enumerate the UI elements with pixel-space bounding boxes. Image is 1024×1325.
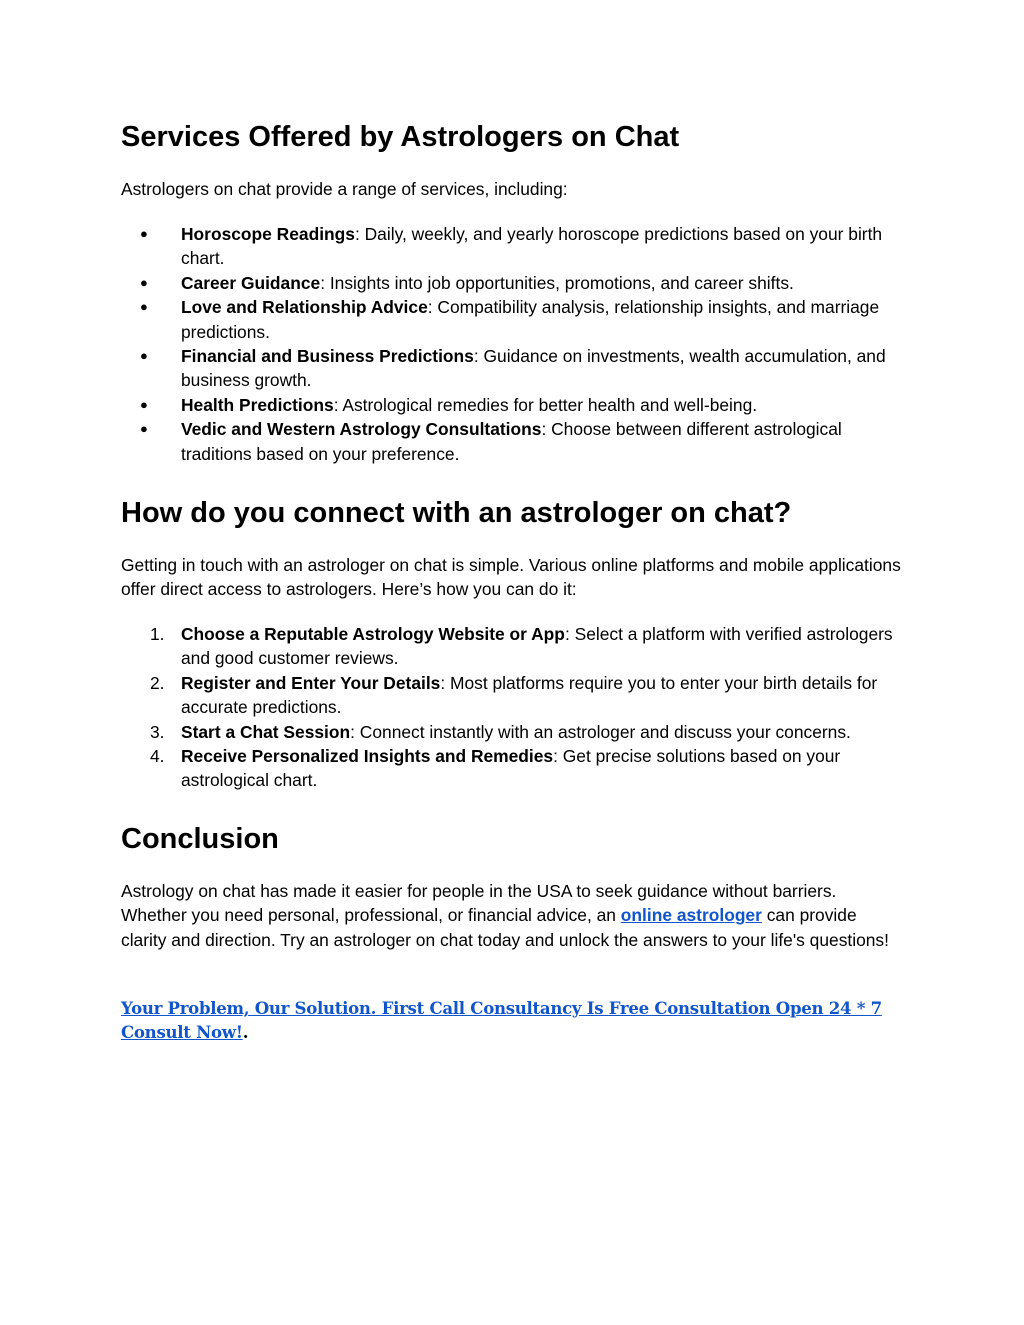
conclusion-text-after: can provide clarity and direction. Try an astrologer on chat today and unlock the answers to your life's questions! — [121, 905, 889, 950]
connect-intro: Getting in touch with an astrologer on chat is simple. Various online platforms and mobile applications offer direct access to astrologers. Here’s how you can do it: — [121, 555, 901, 600]
list-item-term: Love and Relationship Advice — [181, 297, 428, 318]
list-item — [121, 744, 906, 793]
consult-now-link[interactable]: Your Problem, Our Solution. First Call Consultancy Is Free Consultation Open 24 * 7 Consult Now! — [121, 998, 882, 1043]
list-item-term: Register and Enter Your Details — [181, 672, 441, 693]
list-item-term: Career Guidance — [181, 272, 321, 293]
connect-steps-list — [121, 622, 906, 793]
list-item-term: Horoscope Readings — [181, 224, 355, 244]
services-list — [121, 222, 906, 466]
bullet-icon: ● — [140, 348, 148, 364]
list-item-term: Financial and Business Predictions — [181, 346, 474, 367]
list-item-term: Vedic and Western Astrology Consultations — [181, 419, 542, 440]
bullet-icon: ● — [140, 226, 148, 241]
list-item — [121, 271, 906, 295]
list-number: 3. — [150, 721, 165, 742]
list-number: 1. — [150, 624, 165, 644]
list-item — [121, 295, 906, 344]
online-astrologer-link[interactable]: online astrologer — [620, 905, 762, 926]
bullet-icon: ● — [140, 396, 148, 412]
list-item — [121, 622, 906, 671]
cta-period: . — [242, 1022, 249, 1043]
list-item-desc: : Compatibility analysis, relationship insights, and marriage predictions. — [181, 297, 880, 342]
conclusion-paragraph — [121, 879, 906, 952]
list-item-desc: : Most platforms require you to enter your birth details for accurate predictions. — [181, 672, 878, 718]
list-item-desc: : Astrological remedies for better health and well-being. — [333, 394, 758, 415]
list-item-desc: : Guidance on investments, wealth accumulation, and business growth. — [181, 346, 886, 391]
list-item-desc: : Daily, weekly, and yearly horoscope predictions based on your birth chart. — [181, 224, 883, 269]
list-number: 2. — [150, 672, 165, 693]
services-intro: Astrologers on chat provide a range of services, including: — [121, 179, 568, 199]
heading-conclusion: Conclusion — [121, 823, 279, 855]
heading-connect: How do you connect with an astrologer on chat? — [121, 497, 792, 529]
list-item-desc: : Select a platform with verified astrologers and good customer reviews. — [181, 624, 893, 669]
list-item — [121, 720, 906, 744]
bullet-icon: ● — [140, 299, 148, 315]
list-item — [121, 344, 906, 393]
list-item-term: Start a Chat Session — [181, 721, 351, 742]
list-number: 4. — [150, 746, 165, 767]
bullet-icon: ● — [140, 274, 148, 290]
list-item-term: Choose a Reputable Astrology Website or App — [181, 624, 565, 644]
list-item-term: Health Predictions — [181, 394, 334, 415]
bullet-icon: ● — [140, 421, 148, 437]
heading-services: Services Offered by Astrologers on Chat — [121, 121, 680, 153]
list-item — [121, 671, 906, 720]
cta-paragraph — [121, 996, 906, 1045]
list-item-term: Receive Personalized Insights and Remedies — [181, 746, 554, 767]
list-item-desc: : Insights into job opportunities, promotions, and career shifts. — [320, 272, 794, 293]
list-item-desc: : Get precise solutions based on your astrological chart. — [181, 746, 841, 791]
list-item-desc: : Choose between different astrological traditions based on your preference. — [181, 419, 842, 464]
conclusion-text-before: Astrology on chat has made it easier for people in the USA to seek guidance without barriers. Whether you need personal, professional, or financial advice, an — [121, 881, 837, 926]
list-item-desc: : Connect instantly with an astrologer and discuss your concerns. — [350, 721, 851, 742]
list-item — [121, 393, 906, 417]
list-item — [121, 417, 906, 466]
list-item — [121, 222, 906, 271]
